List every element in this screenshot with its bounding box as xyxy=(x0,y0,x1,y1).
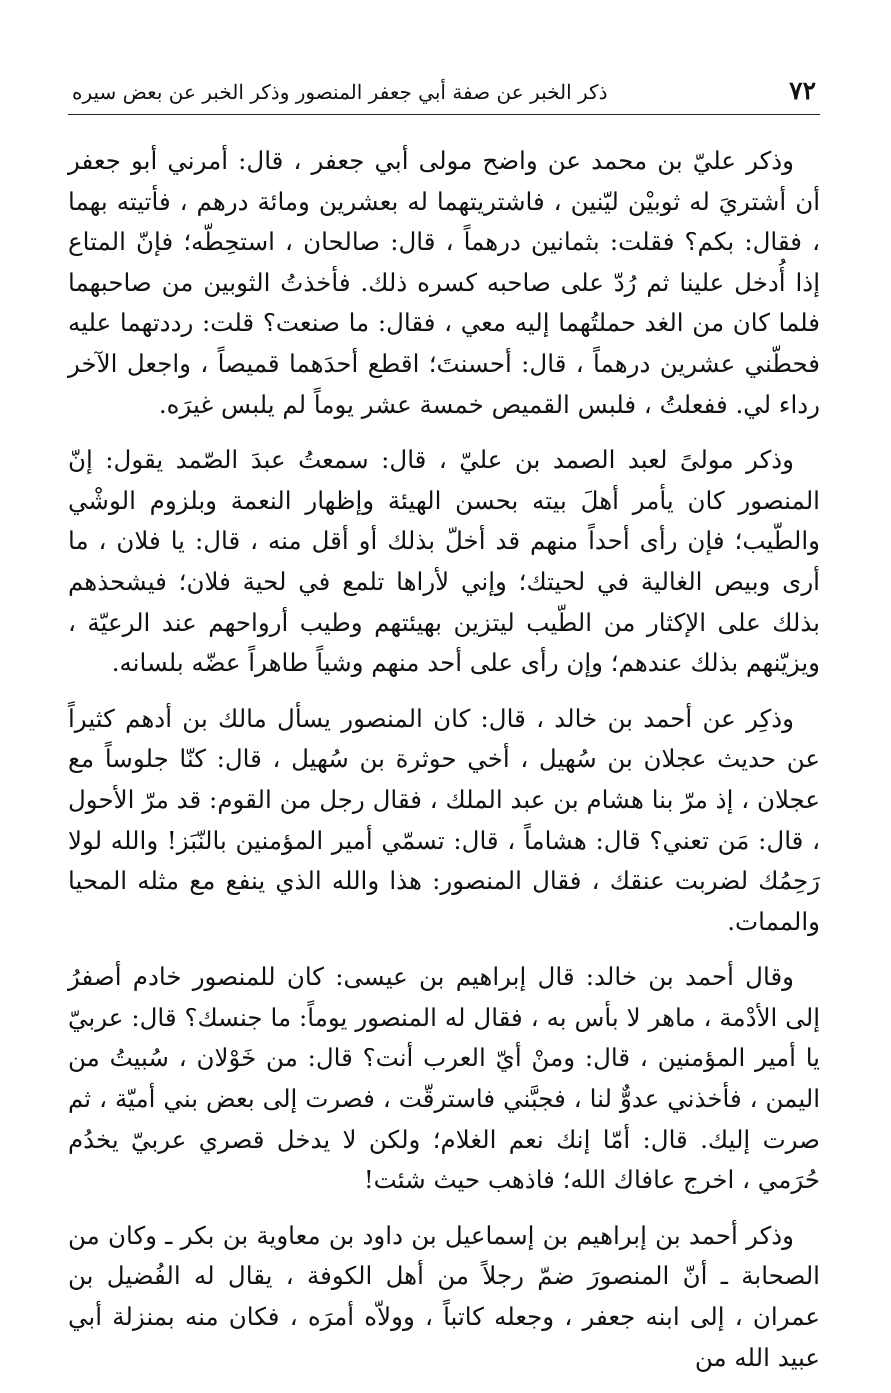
paragraph-5: وذكر أحمد بن إبراهيم بن إسماعيل بن داود بن معاوية بن بكر ـ وكان من الصحابة ـ أنّ المنصورَ ضمّ رجلاً من أهل الكوفة ، يقال له الفُضيل بن عمران ، إلى ابنه جعفر ، وجعله كاتباً ، وولاّه أمرَه ، فكان منه بمنزلة أبي عبيد الله من xyxy=(68,1220,820,1372)
page-number: ٧٢ xyxy=(789,76,816,105)
running-header xyxy=(68,70,820,115)
book-page xyxy=(68,70,820,1393)
running-title: ذكر الخبر عن صفة أبي جعفر المنصور وذكر الخبر عن بعض سيره xyxy=(72,80,608,104)
paragraph-2: وذكر مولىً لعبد الصمد بن عليّ ، قال: سمعتُ عبدَ الصّمد يقول: إنّ المنصور كان يأمر أهلَ بيته بحسن الهيئة وإظهار النعمة وبلزوم الوشْي والطّيب؛ فإن رأى أحداً منهم قد أخلّ بذلك أو أقل منه ، قال: يا فلان ، ما أرى وبيص الغالية في لحيتك؛ وإني لأراها تلمع في لحية فلان؛ فيشحذهم بذلك على الإكثار من الطّيب ليتزين بهيئتهم وطيب أرواحهم عند الرعيّة ، ويزيّنهم بذلك عندهم؛ وإن رأى على أحد منهم وشياً طاهراً عضّه بلسانه. xyxy=(68,445,820,678)
body-text xyxy=(68,141,820,1378)
paragraph-3: وذكِر عن أحمد بن خالد ، قال: كان المنصور يسأل مالك بن أدهم كثيراً عن حديث عجلان بن سُهيل ، أخي حوثرة بن سُهيل ، قال: كنّا جلوساً مع عجلان ، إذ مرّ بنا هشام بن عبد الملك ، فقال رجل من القوم: قد مرّ الأحول ، قال: مَن تعني؟ قال: هشاماً ، قال: تسمّي أمير المؤمنين بالنّبَز! والله لولا رَحِمُك لضربت عنقك ، فقال المنصور: هذا والله الذي ينفع مع مثله المحيا والممات. xyxy=(68,703,820,936)
paragraph-4: وقال أحمد بن خالد: قال إبراهيم بن عيسى: كان للمنصور خادم أصفرُ إلى الأدْمة ، ماهر لا بأس به ، فقال له المنصور يوماً: ما جنسك؟ قال: عربيّ يا أمير المؤمنين ، قال: ومنْ أيّ العرب أنت؟ قال: من خَوْلان ، سُبيتُ من اليمن ، فأخذني عدوٌّ لنا ، فجبَّني فاسترقّت ، فصرت إلى بعض بني أميّة ، ثم صرت إليك. قال: أمّا إنك نعم الغلام؛ ولكن لا يدخل قصري عربيّ يخدُم حُرَمي ، اخرج عافاك الله؛ فاذهب حيث شئت! xyxy=(68,962,820,1195)
paragraph-1: وذكر عليّ بن محمد عن واضح مولى أبي جعفر ، قال: أمرني أبو جعفر أن أشتريَ له ثوبيْن ليّنين ، فاشتريتهما له بعشرين ومائة درهم ، فأتيته بهما ، فقال: بكم؟ فقلت: بثمانين درهماً ، قال: صالحان ، استحِطّه؛ فإنّ المتاع إذا أُدخل علينا ثم رُدّ على صاحبه كسره ذلك. فأخذتُ الثوبين من صاحبهما فلما كان من الغد حملتُهما إليه معي ، فقال: ما صنعت؟ قلت: رددتهما عليه فحطّني عشرين درهماً ، قال: أحسنتَ؛ اقطع أحدَهما قميصاً ، واجعل الآخر رداء لي. ففعلتُ ، فلبس القميص خمسة عشر يوماً لم يلبس غيرَه. xyxy=(68,146,820,419)
